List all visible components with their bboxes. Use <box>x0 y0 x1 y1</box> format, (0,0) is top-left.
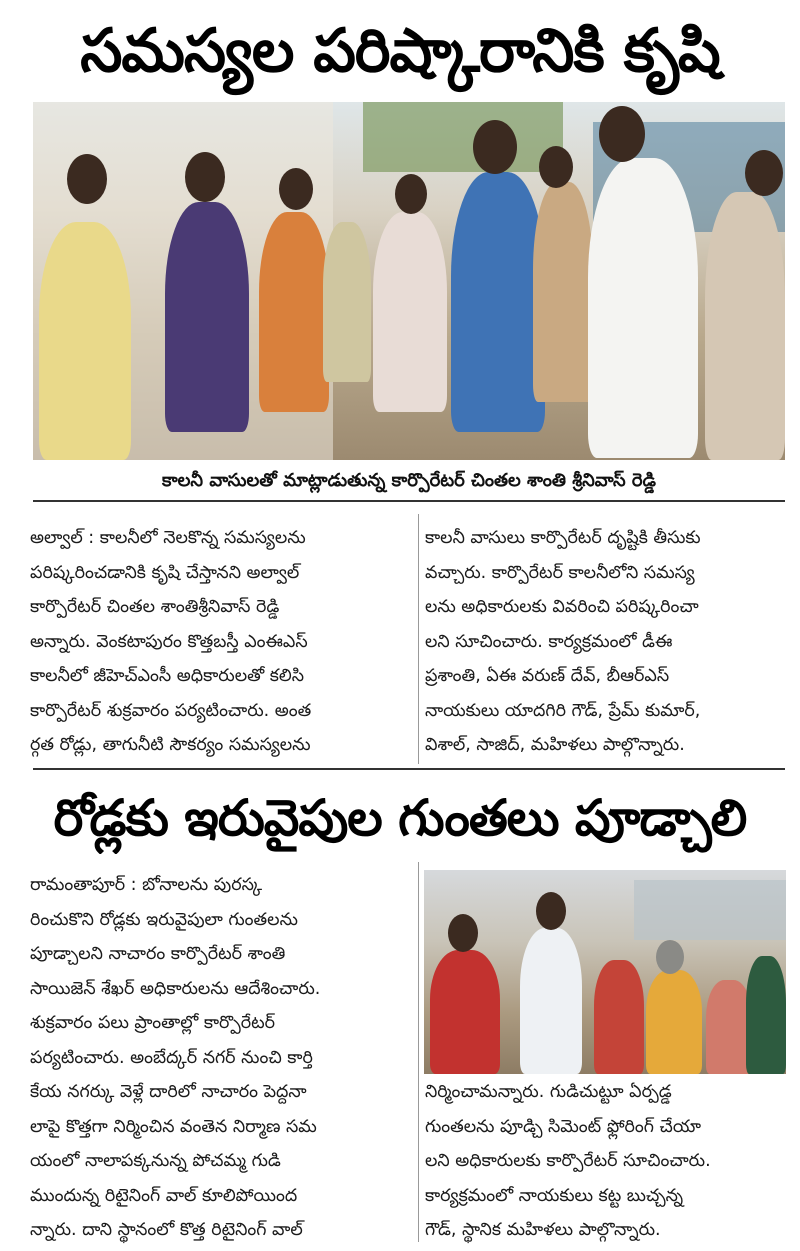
body-line: రించుకొని రోడ్లకు ఇరువైపులా గుంతలను <box>30 909 298 930</box>
body-line: ప్రశాంతి, ఏఈ వరుణ్ దేవ్, బీఆర్ఎస్ <box>425 666 670 686</box>
body-line: పరిష్కరించడానికి కృషి చేస్తానని అల్వాల్ <box>30 562 300 583</box>
body-line: పూడ్చాలని నాచారం కార్పొరేటర్ శాంతి <box>30 944 286 964</box>
story2-left-column <box>30 868 412 1248</box>
body-line: విశాల్, సాజిద్, మహిళలు పాల్గొన్నారు. <box>425 735 685 755</box>
body-line: రామంతాపూర్ : బోనాలను పురస్క <box>30 875 263 895</box>
body-line: శుక్రవారం పలు ప్రాంతాల్లో కార్పొరేటర్ <box>30 1013 276 1033</box>
story2-photo <box>424 870 786 1074</box>
body-line: లాపై కొత్తగా నిర్మించిన వంతెన నిర్మాణ సమ <box>30 1116 317 1137</box>
body-line: గుంతలను పూడ్చి సిమెంట్ ఫ్లోరింగ్ చేయా <box>425 1116 701 1137</box>
body-line: లని సూచించారు. కార్యక్రమంలో డీఈ <box>425 631 673 652</box>
body-line: నిర్మించామన్నారు. గుడిచుట్టూ ఏర్పడ్డ <box>425 1082 672 1102</box>
story2-headline: రోడ్లకు ఇరువైపుల గుంతలు పూడ్చాలి <box>53 789 747 847</box>
caption-divider <box>33 500 785 502</box>
body-line: యంలో నాలాపక్కనున్న పోచమ్మ గుడి <box>30 1151 281 1171</box>
body-line: అన్నారు. వెంకటాపురం కొత్తబస్తీ ఎంఈఎస్ <box>30 631 308 652</box>
body-line: గౌడ్, స్థానిక మహిళలు పాల్గొన్నారు. <box>425 1220 661 1240</box>
body-line: వచ్చారు. కార్పొరేటర్ కాలనీలోని సమస్య <box>425 562 695 583</box>
story2-right-column <box>425 1075 787 1248</box>
body-line: ముందున్న రిటైనింగ్ వాల్ కూలిపోయింద <box>30 1185 298 1206</box>
story1-left-column <box>30 521 412 763</box>
body-line: పర్యటించారు. అంబేద్కర్ నగర్ నుంచి కార్తి <box>30 1047 313 1068</box>
body-line: నాయకులు యాదగిరి గౌడ్, ప్రేమ్ కుమార్, <box>425 700 701 721</box>
body-line: కాలనీ వాసులు కార్పొరేటర్ దృష్టికి తీసుకు <box>425 528 701 548</box>
story1-photo <box>33 102 785 460</box>
body-line: కార్పొరేటర్ శుక్రవారం పర్యటించారు. అంత <box>30 700 312 721</box>
story-divider <box>33 768 785 770</box>
body-line: కార్పొరేటర్ చింతల శాంతిశ్రీనివాస్ రెడ్డి <box>30 597 280 617</box>
body-line: లను అధికారులకు వివరించి పరిష్కరించా <box>425 597 699 617</box>
body-line: ర్గత రోడ్లు, తాగునీటి సౌకర్యం సమస్యలను <box>30 735 311 755</box>
story1-headline: సమస్యల పరిష్కారానికి కృషి <box>80 16 720 86</box>
body-line: న్నారు. దాని స్థానంలో కొత్త రిటైనింగ్ వాల్ <box>30 1220 303 1240</box>
body-line: కాలనీలో జీహెచ్ఎంసీ అధికారులతో కలిసి <box>30 666 305 686</box>
column-divider <box>418 514 419 764</box>
body-line: కేయ నగర్కు వెళ్లే దారిలో నాచారం పెద్దనా <box>30 1082 307 1102</box>
body-line: కార్యక్రమంలో నాయకులు కట్ట బుచ్చన్న <box>425 1185 684 1206</box>
story1-photo-caption: కాలనీ వాసులతో మాట్లాడుతున్న కార్పొరేటర్ చింతల శాంతి శ్రీనివాస్ రెడ్డి <box>162 470 656 491</box>
column-divider <box>418 862 419 1242</box>
body-line: లని అధికారులకు కార్పొరేటర్ సూచించారు. <box>425 1151 711 1171</box>
story1-right-column <box>425 521 787 763</box>
body-line: అల్వాల్ : కాలనీలో నెలకొన్న సమస్యలను <box>30 528 306 548</box>
body-line: సాయిజెన్ శేఖర్ అధికారులను ఆదేశించారు. <box>30 978 321 999</box>
